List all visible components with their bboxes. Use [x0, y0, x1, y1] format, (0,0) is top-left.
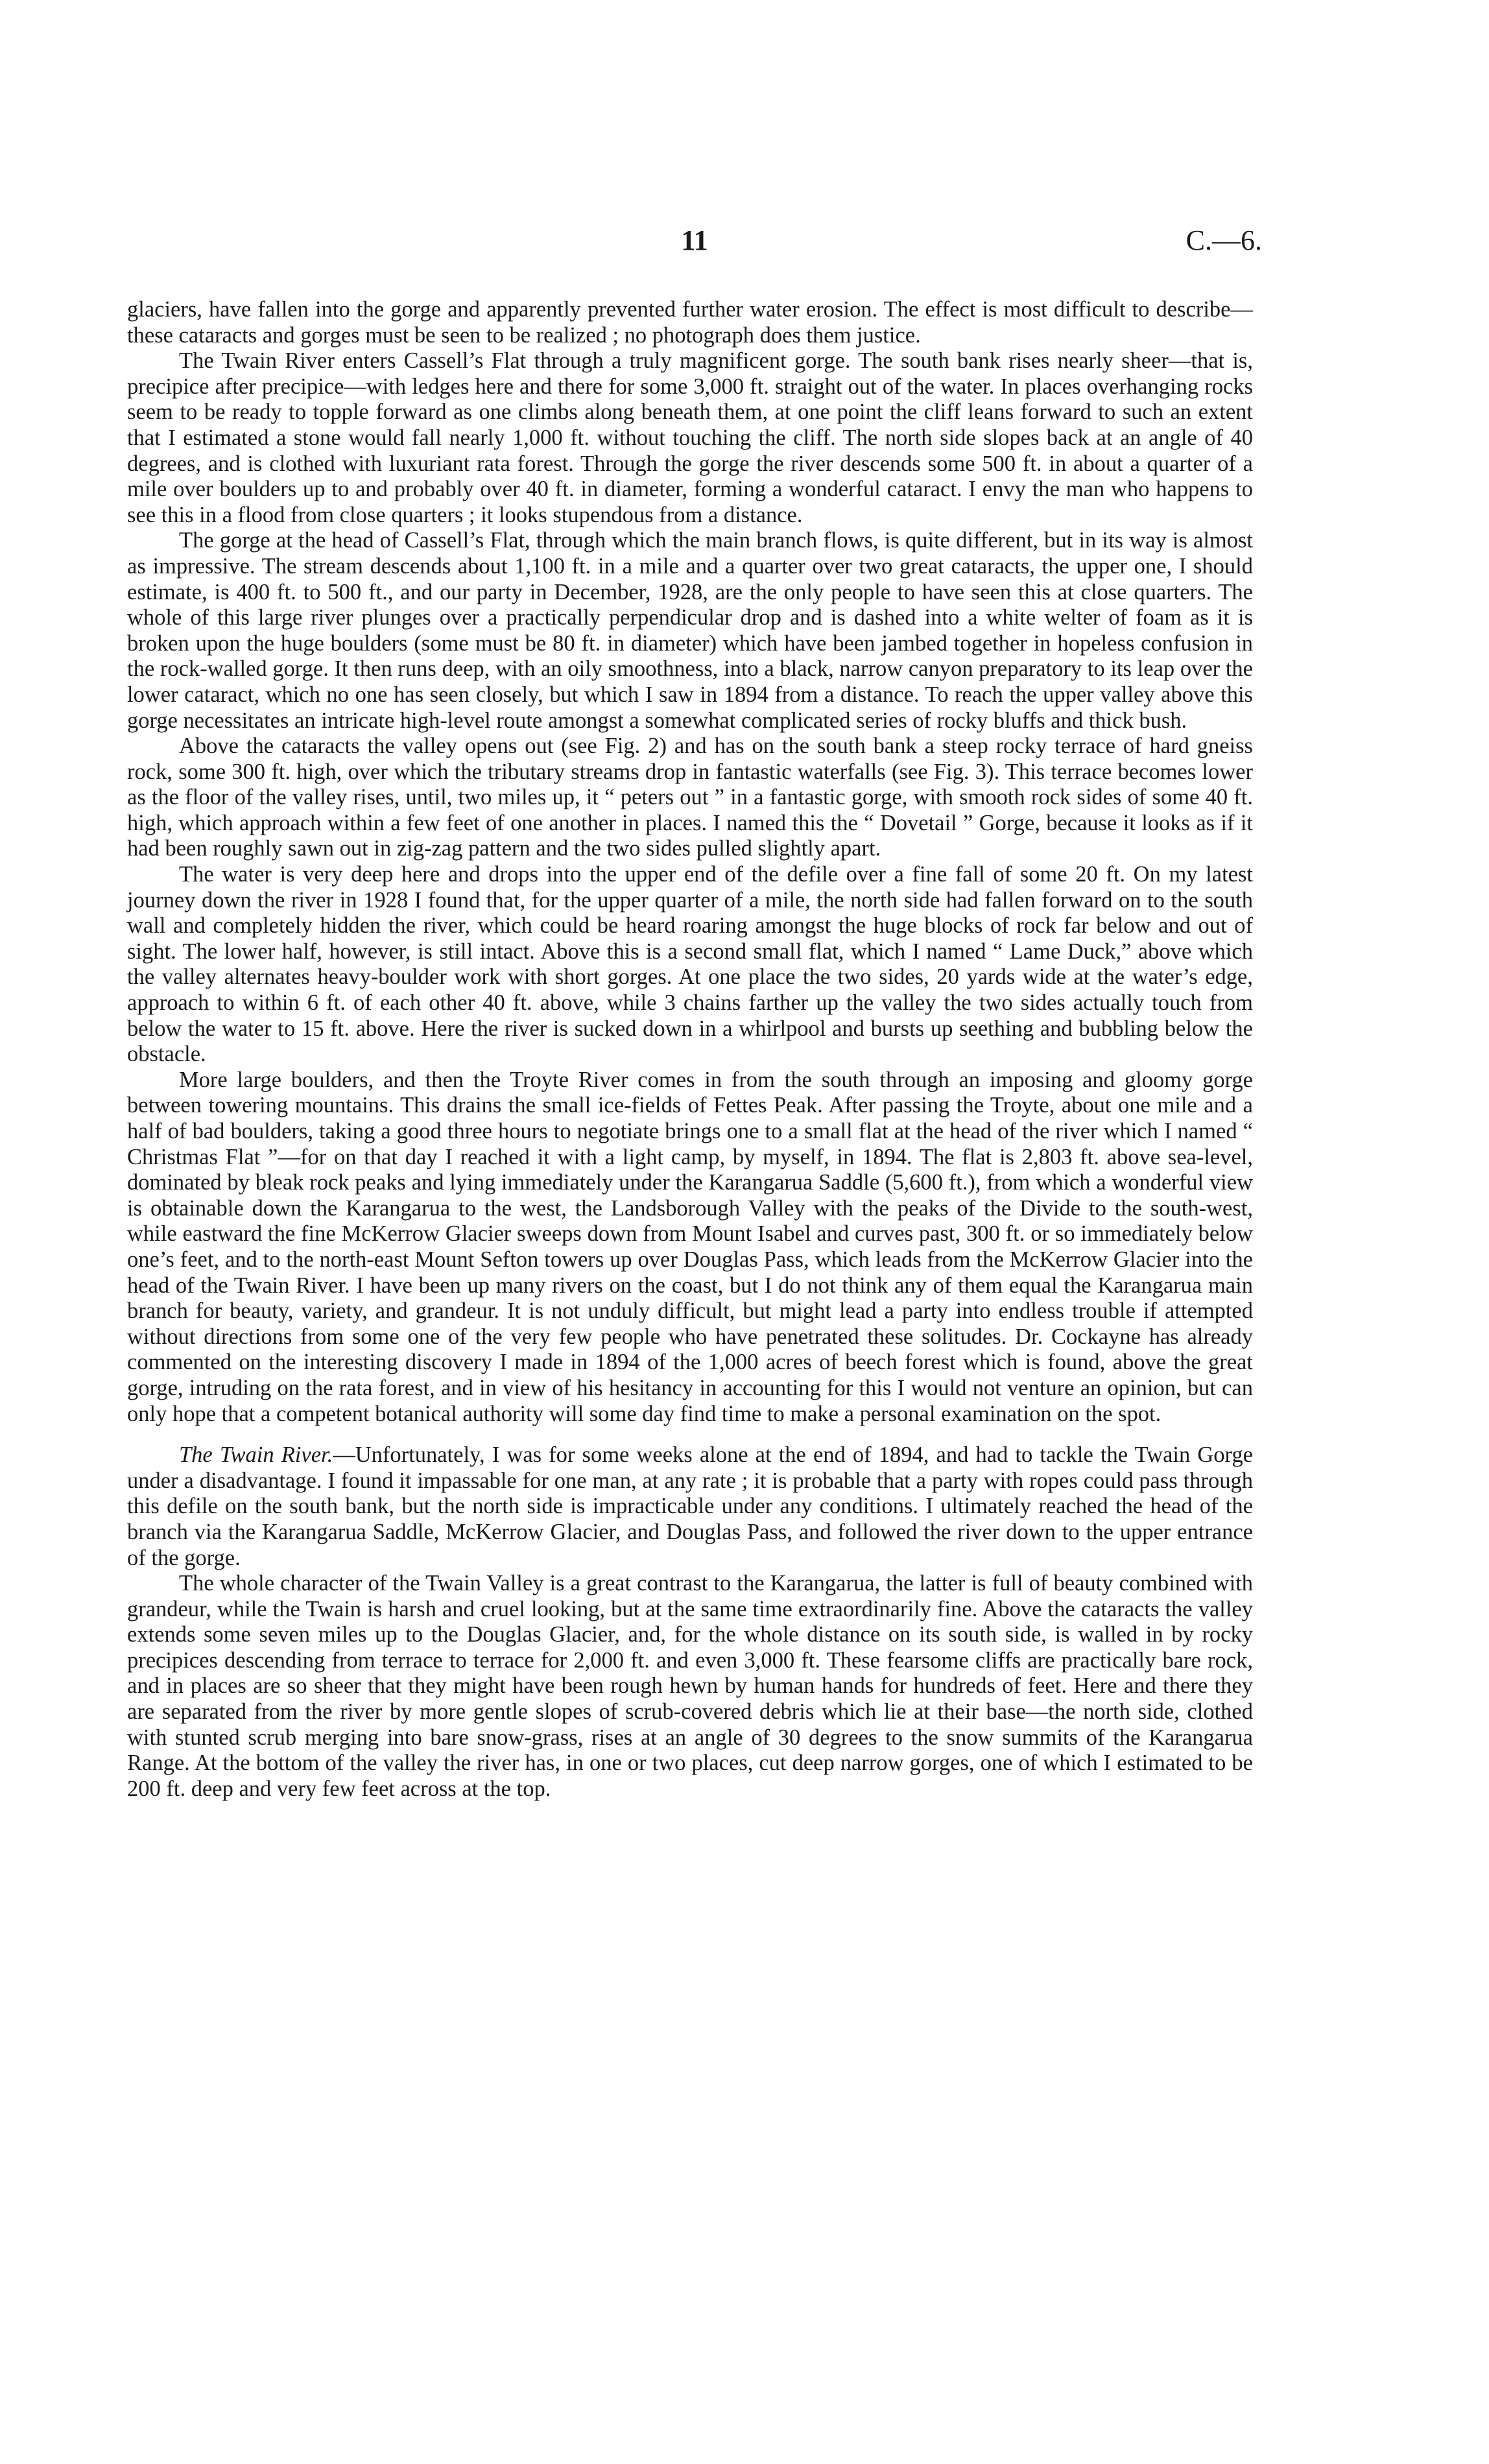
section-heading-twain-river: The Twain River.	[179, 1442, 333, 1468]
paragraph-7-text: —Unfortunately, I was for some weeks alone at the end of 1894, and had to tackle the Twain Gorge under a disadvantage. I found it impassable for one man, at any rate ; it is probable that a party with ropes could pass through this defile on the south bank, but the north side is impracticable under any conditions. I ultimately reached the head of the branch via the Karangarua Saddle, McKerrow Glacier, and Douglas Pass, and followed the river down to the upper entrance of the gorge.	[127, 1442, 1253, 1570]
paragraph-2: The Twain River enters Cassell’s Flat through a truly magnificent gorge. The south bank rises nearly sheer—that is, precipice after precipice—with ledges here and there for some 3,000 ft. straight out of the water. In places overhanging rocks seem to be ready to topple forward as one climbs along beneath them, at one point the cliff leans forward to such an extent that I estimated a stone would fall nearly 1,000 ft. without touching the cliff. The north side slopes back at an angle of 40 degrees, and is clothed with luxuriant rata forest. Through the gorge the river descends some 500 ft. in about a quarter of a mile over boulders up to and probably over 40 ft. in diameter, forming a wonderful cataract. I envy the man who happens to see this in a flood from close quarters ; it looks stupendous from a distance.	[127, 348, 1253, 527]
paragraph-4: Above the cataracts the valley opens out (see Fig. 2) and has on the south bank a steep rocky terrace of hard gneiss rock, some 300 ft. high, over which the tributary streams drop in fantastic waterfalls (see Fig. 3). This terrace becomes lower as the floor of the valley rises, until, two miles up, it “ peters out ” in a fantastic gorge, with smooth rock sides of some 40 ft. high, which approach within a few feet of one another in places. I named this the “ Dovetail ” Gorge, because it looks as if it had been roughly sawn out in zig-zag pattern and the two sides pulled slightly apart.	[127, 734, 1253, 861]
document-reference: C.—6.	[1185, 224, 1262, 256]
page-number: 11	[681, 224, 708, 256]
paragraph-8: The whole character of the Twain Valley is a great contrast to the Karangarua, the latter is full of beauty combined with grandeur, while the Twain is harsh and cruel looking, but at the same time extraordinarily fine. Above the cataracts the valley extends some seven miles up to the Douglas Glacier, and, for the whole distance on its south side, is walled in by rocky precipices descending from terrace to terrace for 2,000 ft. and even 3,000 ft. These fearsome cliffs are practically bare rock, and in places are so sheer that they might have been rough hewn by human hands for hundreds of feet. Here and there they are separated from the river by more gentle slopes of scrub-covered debris which lie at their base—the north side, clothed with stunted scrub merging into bare snow-grass, rises at an angle of 30 degrees to the snow summits of the Karangarua Range. At the bottom of the valley the river has, in one or two places, cut deep narrow gorges, one of which I estimated to be 200 ft. deep and very few feet across at the top.	[127, 1571, 1253, 1801]
body-text	[127, 297, 1253, 1802]
paragraph-7	[127, 1442, 1253, 1571]
paragraph-1: glaciers, have fallen into the gorge and apparently prevented further water erosion. The effect is most difficult to describe—these cataracts and gorges must be seen to be realized ; no photograph does them justice.	[127, 297, 1253, 348]
page-header	[127, 224, 1262, 263]
paragraph-5: The water is very deep here and drops into the upper end of the defile over a fine fall of some 20 ft. On my latest journey down the river in 1928 I found that, for the upper quarter of a mile, the north side had fallen forward on to the south wall and completely hidden the river, which could be heard roaring amongst the huge blocks of rock far below and out of sight. The lower half, however, is still intact. Above this is a second small flat, which I named “ Lame Duck,” above which the valley alternates heavy-boulder work with short gorges. At one place the two sides, 20 yards wide at the water’s edge, approach to within 6 ft. of each other 40 ft. above, while 3 chains farther up the valley the two sides actually touch from below the water to 15 ft. above. Here the river is sucked down in a whirlpool and bursts up seething and bubbling below the obstacle.	[127, 862, 1253, 1067]
paragraph-3: The gorge at the head of Cassell’s Flat, through which the main branch flows, is quite different, but in its way is almost as impressive. The stream descends about 1,100 ft. in a mile and a quarter over two great cataracts, the upper one, I should estimate, is 400 ft. to 500 ft., and our party in December, 1928, are the only people to have seen this at close quarters. The whole of this large river plunges over a practically perpendicular drop and is dashed into a white welter of foam as it is broken upon the huge boulders (some must be 80 ft. in diameter) which have been jambed together in hopeless confusion in the rock-walled gorge. It then runs deep, with an oily smoothness, into a black, narrow canyon preparatory to its leap over the lower cataract, which no one has seen closely, but which I saw in 1894 from a distance. To reach the upper valley above this gorge necessitates an intricate high-level route amongst a somewhat complicated series of rocky bluffs and thick bush.	[127, 528, 1253, 733]
paragraph-6: More large boulders, and then the Troyte River comes in from the south through an imposing and gloomy gorge between towering mountains. This drains the small ice-fields of Fettes Peak. After passing the Troyte, about one mile and a half of bad boulders, taking a good three hours to negotiate brings one to a small flat at the head of the river which I named “ Christmas Flat ”—for on that day I reached it with a light camp, by myself, in 1894. The flat is 2,803 ft. above sea-level, dominated by bleak rock peaks and lying immediately under the Karangarua Saddle (5,600 ft.), from which a wonderful view is obtainable down the Karangarua to the west, the Landsborough Valley with the peaks of the Divide to the south-west, while eastward the fine McKerrow Glacier sweeps down from Mount Isabel and curves past, 300 ft. or so immediately below one’s feet, and to the north-east Mount Sefton towers up over Douglas Pass, which leads from the McKerrow Glacier into the head of the Twain River. I have been up many rivers on the coast, but I do not think any of them equal the Karangarua main branch for beauty, variety, and grandeur. It is not unduly difficult, but might lead a party into endless trouble if attempted without directions from some one of the very few people who have penetrated these solitudes. Dr. Cockayne has already commented on the interesting discovery I made in 1894 of the 1,000 acres of beech forest which is found, above the great gorge, intruding on the rata forest, and in view of his hesitancy in accounting for this I would not venture an opinion, but can only hope that a competent botanical authority will some day find time to make a personal examination on the spot.	[127, 1067, 1253, 1426]
